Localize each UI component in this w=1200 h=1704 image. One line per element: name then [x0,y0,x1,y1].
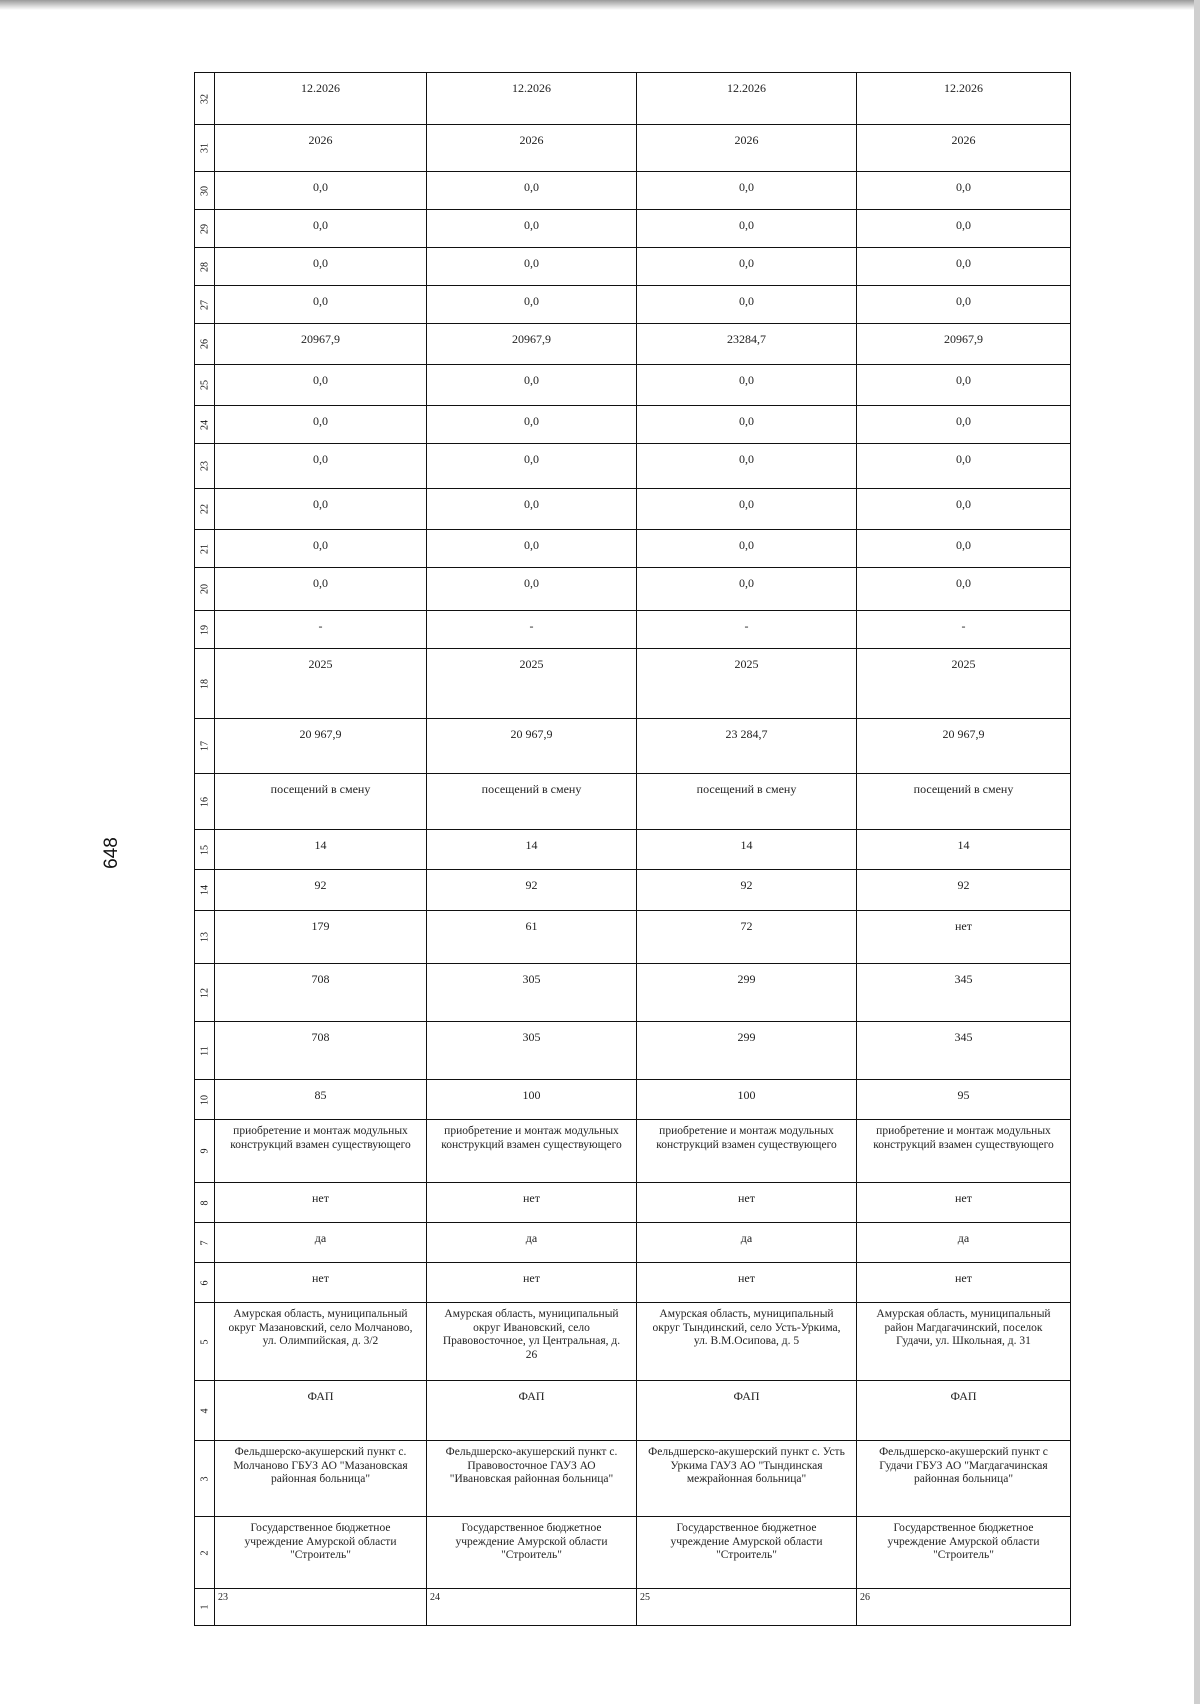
row-index-cell [195,870,215,911]
table-cell: да [637,1223,857,1263]
row-index-cell [195,1223,215,1263]
table-cell: посещений в смену [637,774,857,830]
row-index-label: 30 [199,185,210,196]
table-cell: 20967,9 [857,324,1071,365]
table-cell: 0,0 [427,489,637,530]
row-index-cell [195,444,215,489]
row-index-label: 29 [199,223,210,234]
table-cell: 0,0 [215,286,427,324]
table-cell: 0,0 [427,568,637,611]
row-index-cell [195,286,215,324]
row-index-label: 12 [199,987,210,998]
table-cell: 179 [215,911,427,964]
row-index-cell [195,210,215,248]
table-row [195,1381,1071,1441]
table-cell: приобретение и монтаж модульных конструкций взамен существующего [427,1120,637,1183]
table-cell: 0,0 [637,172,857,210]
row-index-label: 18 [199,678,210,689]
table-cell: 2025 [427,649,637,719]
table-cell: 305 [427,964,637,1022]
table-cell: 20 967,9 [427,719,637,774]
table-cell: ФАП [215,1381,427,1441]
table-cell: - [215,611,427,649]
table-row [195,1441,1071,1517]
table-cell: 2026 [215,125,427,172]
table-cell: 12.2026 [637,73,857,125]
table-cell: 0,0 [427,248,637,286]
table-row [195,210,1071,248]
table-cell: Фельдшерско-акушерский пункт с. Правовосточное ГАУЗ АО "Ивановская районная больница" [427,1441,637,1517]
row-index-label: 15 [199,844,210,855]
table-cell: 0,0 [637,444,857,489]
table-cell: 12.2026 [857,73,1071,125]
table-row [195,444,1071,489]
table-cell: 25 [637,1589,857,1626]
table-row [195,248,1071,286]
table-cell: 0,0 [857,444,1071,489]
row-index-label: 23 [199,461,210,471]
row-index-label: 4 [199,1408,210,1413]
table-row [195,1120,1071,1183]
row-index-label: 13 [199,932,210,942]
row-index-label: 25 [199,380,210,390]
row-index-cell [195,774,215,830]
row-index-label: 6 [199,1280,210,1285]
table-cell: 0,0 [857,489,1071,530]
table-cell: Государственное бюджетное учреждение Амурской области "Строитель" [427,1517,637,1589]
row-index-cell [195,611,215,649]
table-row [195,489,1071,530]
table-cell: 2026 [857,125,1071,172]
table-row [195,568,1071,611]
table-cell: 92 [637,870,857,911]
row-index-cell [195,1303,215,1381]
table-cell: 0,0 [427,210,637,248]
row-index-cell [195,568,215,611]
row-index-label: 7 [199,1240,210,1245]
table-cell: приобретение и монтаж модульных конструкций взамен существующего [215,1120,427,1183]
row-index-cell [195,964,215,1022]
table-cell: ФАП [637,1381,857,1441]
table-row [195,1223,1071,1263]
table-row [195,286,1071,324]
row-index-cell [195,719,215,774]
table-cell: 95 [857,1080,1071,1120]
row-index-cell [195,1080,215,1120]
table-cell: Амурская область, муниципальный округ Тындинский, село Усть-Уркима, ул. В.М.Осипова, д. 5 [637,1303,857,1381]
row-index-label: 11 [199,1045,210,1056]
table-cell: 14 [637,830,857,870]
table-cell: да [427,1223,637,1263]
row-index-label: 5 [199,1339,210,1344]
table-row [195,774,1071,830]
table-row [195,719,1071,774]
table-cell: 20967,9 [427,324,637,365]
table-row [195,611,1071,649]
table-cell: 305 [427,1022,637,1080]
row-index-label: 16 [199,796,210,807]
table-row [195,911,1071,964]
row-index-label: 24 [199,419,210,430]
row-index-label: 2 [199,1550,210,1555]
table-row [195,1517,1071,1589]
table-row [195,1263,1071,1303]
table-row [195,530,1071,568]
table-cell: нет [857,911,1071,964]
table-cell: 14 [427,830,637,870]
table-cell: Фельдшерско-акушерский пункт с. Усть Уркима ГАУЗ АО "Тындинская межрайонная больница" [637,1441,857,1517]
table-cell: 708 [215,964,427,1022]
table-cell: 85 [215,1080,427,1120]
table-row [195,73,1071,125]
row-index-label: 19 [199,624,210,635]
table-cell: 299 [637,1022,857,1080]
table-cell: 0,0 [857,365,1071,406]
table-row [195,406,1071,444]
table-cell: 0,0 [857,210,1071,248]
row-index-label: 20 [199,584,210,594]
table-cell: 0,0 [215,172,427,210]
row-index-cell [195,489,215,530]
table-cell: нет [637,1183,857,1223]
table-cell: 12.2026 [215,73,427,125]
table-cell: 0,0 [637,248,857,286]
table-row [195,649,1071,719]
table-cell: 0,0 [637,530,857,568]
table-cell: 26 [857,1589,1071,1626]
table-cell: 708 [215,1022,427,1080]
table-cell: 0,0 [215,248,427,286]
table-row [195,365,1071,406]
table-cell: нет [427,1183,637,1223]
table-cell: Фельдшерско-акушерский пункт с Гудачи ГБУЗ АО "Магдагачинская районная больница" [857,1441,1071,1517]
table-cell: 61 [427,911,637,964]
row-index-cell [195,1022,215,1080]
scan-top-edge [0,0,1200,10]
data-table [194,72,1071,1626]
row-index-label: 17 [199,741,210,751]
row-index-cell [195,248,215,286]
table-cell: 0,0 [427,172,637,210]
table-row [195,125,1071,172]
table-cell: 0,0 [637,286,857,324]
table-cell: ФАП [857,1381,1071,1441]
table-cell: 0,0 [427,530,637,568]
table-row [195,1080,1071,1120]
scan-right-edge [1194,0,1200,1704]
row-index-cell [195,406,215,444]
table-cell: 23284,7 [637,324,857,365]
table-cell: Фельдшерско-акушерский пункт с. Молчаново ГБУЗ АО "Мазановская районная больница" [215,1441,427,1517]
table-cell: 2026 [427,125,637,172]
table-row [195,1022,1071,1080]
table-cell: 92 [857,870,1071,911]
table-row [195,964,1071,1022]
row-index-label: 32 [199,93,210,104]
table-cell: 0,0 [637,365,857,406]
row-index-cell [195,1517,215,1589]
table-cell: посещений в смену [857,774,1071,830]
table-cell: посещений в смену [215,774,427,830]
row-index-label: 28 [199,261,210,272]
table-cell: 2025 [637,649,857,719]
row-index-label: 22 [199,504,210,514]
table-cell: 92 [215,870,427,911]
table-cell: 0,0 [215,210,427,248]
table-cell: приобретение и монтаж модульных конструкций взамен существующего [637,1120,857,1183]
table-cell: нет [215,1263,427,1303]
table-cell: 100 [637,1080,857,1120]
row-index-cell [195,73,215,125]
row-index-label: 31 [199,143,210,153]
row-index-cell [195,365,215,406]
table-cell: нет [215,1183,427,1223]
table-cell: 345 [857,1022,1071,1080]
row-index-label: 27 [199,299,210,310]
table-cell: нет [857,1263,1071,1303]
table-cell: посещений в смену [427,774,637,830]
row-index-cell [195,1120,215,1183]
row-index-cell [195,830,215,870]
table-row [195,1183,1071,1223]
table-cell: 0,0 [857,530,1071,568]
table-cell: 23 284,7 [637,719,857,774]
table-cell: 12.2026 [427,73,637,125]
table-cell: 20 967,9 [215,719,427,774]
table-cell: 24 [427,1589,637,1626]
row-index-cell [195,1441,215,1517]
table-row [195,172,1071,210]
table-cell: 0,0 [427,286,637,324]
table-cell: 0,0 [215,568,427,611]
row-index-label: 14 [199,885,210,895]
table-cell: 0,0 [427,365,637,406]
table-cell: ФАП [427,1381,637,1441]
table-cell: нет [857,1183,1071,1223]
table-cell: 92 [427,870,637,911]
table-cell: Государственное бюджетное учреждение Амурской области "Строитель" [857,1517,1071,1589]
row-index-cell [195,1183,215,1223]
table-cell: 345 [857,964,1071,1022]
row-index-label: 21 [199,543,210,554]
table-cell: Государственное бюджетное учреждение Амурской области "Строитель" [215,1517,427,1589]
table-row [195,1303,1071,1381]
row-index-cell [195,530,215,568]
page-number: 648 [101,837,122,869]
table-cell: 14 [215,830,427,870]
table-row [195,830,1071,870]
table-cell: 72 [637,911,857,964]
row-index-label: 26 [199,339,210,349]
table-cell: да [215,1223,427,1263]
table-row [195,1589,1071,1626]
table-cell: 0,0 [427,406,637,444]
table-cell: нет [637,1263,857,1303]
table-row [195,324,1071,365]
table-cell: 2026 [637,125,857,172]
row-index-cell [195,172,215,210]
row-index-label: 1 [199,1604,210,1610]
table-cell: Государственное бюджетное учреждение Амурской области "Строитель" [637,1517,857,1589]
table-cell: 2025 [857,649,1071,719]
table-cell: 0,0 [857,172,1071,210]
table-cell: - [637,611,857,649]
table-cell: 23 [215,1589,427,1626]
table-cell: 0,0 [637,406,857,444]
row-index-label: 3 [199,1476,210,1481]
row-index-cell [195,1263,215,1303]
table-cell: нет [427,1263,637,1303]
row-index-cell [195,125,215,172]
table-cell: - [857,611,1071,649]
table-cell: 0,0 [857,286,1071,324]
table-cell: 0,0 [427,444,637,489]
table-cell: 299 [637,964,857,1022]
table-cell: да [857,1223,1071,1263]
table-cell: 0,0 [215,365,427,406]
table-cell: 0,0 [215,444,427,489]
table-cell: 0,0 [215,489,427,530]
table-cell: приобретение и монтаж модульных конструкций взамен существующего [857,1120,1071,1183]
row-index-cell [195,911,215,964]
table-cell: 100 [427,1080,637,1120]
table-cell: 0,0 [857,568,1071,611]
table-cell: - [427,611,637,649]
table-cell: 2025 [215,649,427,719]
row-index-cell [195,649,215,719]
table-cell: 0,0 [857,406,1071,444]
table-cell: 20967,9 [215,324,427,365]
row-index-label: 10 [199,1094,210,1105]
row-index-cell [195,1589,215,1626]
table-cell: 0,0 [857,248,1071,286]
table-cell: 0,0 [215,406,427,444]
table-cell: 20 967,9 [857,719,1071,774]
table-cell: 14 [857,830,1071,870]
table-cell: 0,0 [637,489,857,530]
table-cell: Амурская область, муниципальный округ Ивановский, село Правовосточное, ул Центральная, д. 26 [427,1303,637,1381]
table-cell: 0,0 [215,530,427,568]
table-cell: 0,0 [637,210,857,248]
row-index-cell [195,324,215,365]
row-index-label: 8 [199,1200,210,1205]
table-cell: 0,0 [637,568,857,611]
table-cell: Амурская область, муниципальный район Магдагачинский, поселок Гудачи, ул. Школьная, д. 31 [857,1303,1071,1381]
row-index-cell [195,1381,215,1441]
table-cell: Амурская область, муниципальный округ Мазановский, село Молчаново, ул. Олимпийская, д. 3/2 [215,1303,427,1381]
table-row [195,870,1071,911]
row-index-label: 9 [199,1148,210,1154]
